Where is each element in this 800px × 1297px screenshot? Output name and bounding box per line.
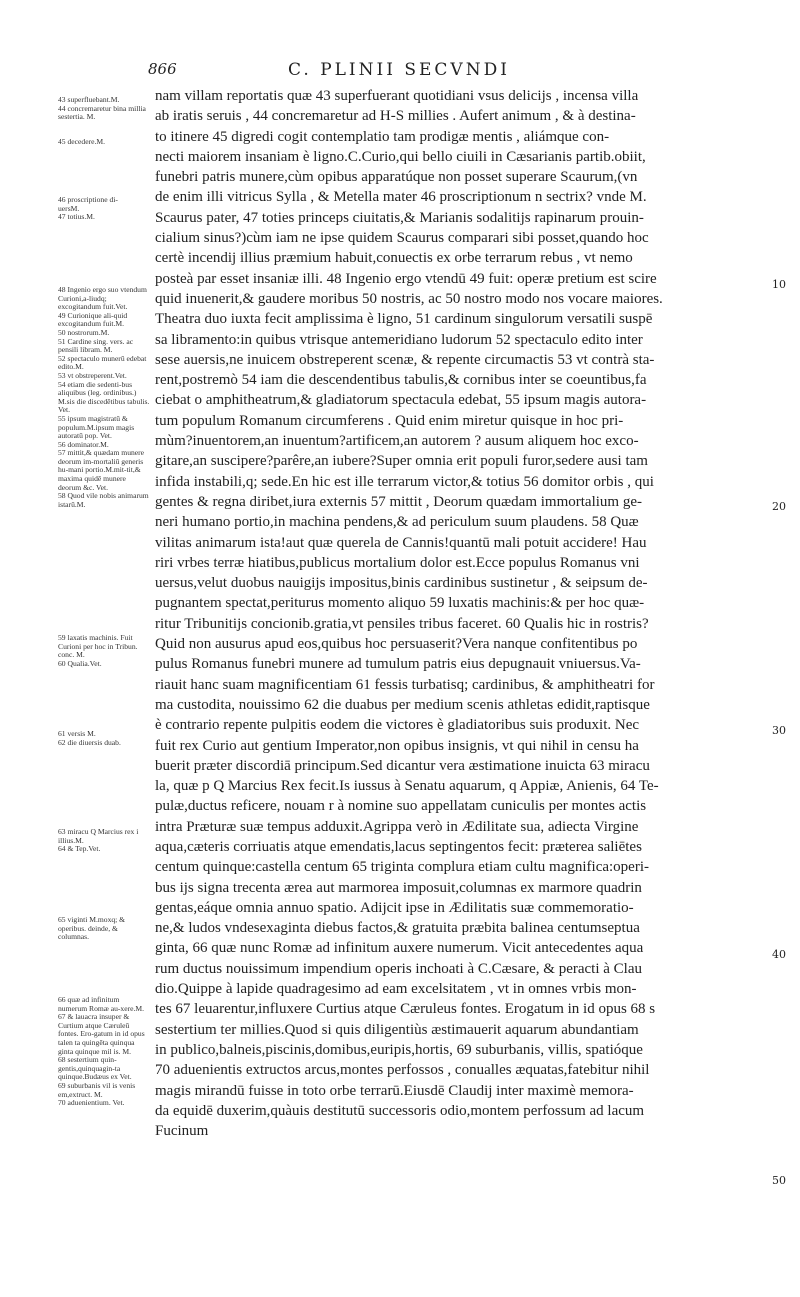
- text-line: to itinere 45 digredi cogit contemplatio tam prodigæ mentis , aliámque con-: [155, 128, 610, 145]
- text-line: gentas,eáque omnia annuo spatio. Adijcit ipse in Ædilitatis suæ commemoratio-: [155, 899, 634, 916]
- text-line: riauit hanc suam magnificentiam 61 fessis turbatisq; cardinibus, & amphitheatri for: [155, 676, 655, 693]
- text-line: mùm?inuentorem,an inuentum?artificem,an autorem ? ausum aliquem hoc exco-: [155, 433, 639, 450]
- text-line: da equidē duxerim,quàuis destitutū successoris odio,montem perfossum ad lacum: [155, 1102, 645, 1119]
- line-number: 50: [772, 1174, 786, 1187]
- text-line: fuit rex Curio aut gentium Imperator,non opibus insignis, vt qui nihil in censu ha: [155, 737, 639, 754]
- text-line: rent,postremò 54 iam die descendentibus tabulis,& cornibus inter se coeuntibus,fa: [155, 372, 647, 389]
- text-line: tum populum Romanum circumferens . Quid enim miretur quisque in hoc pri-: [155, 412, 624, 429]
- margin-note: 63 miracu Q Marcius rex i illius.M. 64 & Tep.Vet.: [58, 827, 139, 854]
- text-line: rum ductus nouissimum impendium operis inchoati à C.Cæsare, & peracti à Clau: [155, 960, 643, 977]
- text-line: vilitas animarum ista!aut quæ querela de Cannis!quantū mali potuit accidere! Hau: [155, 534, 647, 551]
- main-text: [155, 86, 767, 1162]
- margin-note: 66 quæ ad infinitum numerum Romæ au-xere.M. 67 & lauacra insuper & Curtium atque Cæruleū fontes. Ero-gatum in id opus talen ta quingēta quinqua ginta quinque mil is. M. 68 sestertium quin-gentis,quinquagin-ta quinque.Budæus ex Vet. 69 suburbanis vil is venis em,extruct. M. 70 aduenientium. Vet.: [58, 995, 145, 1108]
- line-numbers: [772, 0, 800, 1297]
- text-line: sa libramento:in quibus vtrisque antemeridiano ludorum 52 spectaculo edito inter: [155, 331, 643, 348]
- catchword: [155, 1141, 767, 1161]
- text-line: ciebat o amphitheatrum,& gladiatorum spectacula edebat, 55 ipsum magis autora-: [155, 392, 647, 409]
- margin-note: 59 laxatis machinis. Fuit Curioni per hoc in Tribun. conc. M. 60 Qualia.Vet.: [58, 633, 138, 668]
- text-line: pulus Romanus funebri munere ad tumulum patris eius depugnauit vniuersus.Va-: [155, 656, 641, 673]
- text-line: Quid non ausurus apud eos,quibus hoc persuaserit?Vera nanque confitentibus po: [155, 636, 638, 653]
- text-line: uersus,velut duobus nauigijs impositus,binis cardinibus sustinetur , & seipsum de-: [155, 575, 648, 592]
- text-line: Fucinum: [155, 1123, 209, 1140]
- text-line: gitare,an suscipere?parêre,an iubere?Super omnia erit populi furor,sedere ausi tam: [155, 453, 648, 470]
- text-line: de enim illi vitricus Sylla , & Metella mater 46 proscriptionum n sectrix? vnde M.: [155, 189, 647, 206]
- text-line: sese auersis,ne inuicem obstreperent scenæ, & repente circumactis 53 vt contrà sta-: [155, 351, 655, 368]
- text-line: quid inuenerit,& gaudere moribus 50 nostris, ac 50 nostro modo nos vocare maiores.: [155, 290, 663, 307]
- text-line: funebri patris munere,cùm opibus apparatúque non posset superare Scaurum,(vn: [155, 169, 638, 186]
- text-line: ab iratis seruis , 44 concremaretur ad H-S millies . Aufert animum , & à destina-: [155, 108, 636, 125]
- text-line: posteà par esset insaniæ illi. 48 Ingenio ergo vtendū 49 fuit: operæ pretium est scire: [155, 270, 657, 287]
- text-line: riri vrbes terræ hiatibus,publicus mortalium dolor est.Ecce populus Romanus vni: [155, 554, 640, 571]
- text-line: magis mirandū fuisse in toto orbe terrarū.Eiusdē Claudij inter maximè memora-: [155, 1082, 634, 1099]
- text-line: Scaurus pater, 47 toties princeps ciuitatis,& Marianis sodalitijs rapinarum prouin-: [155, 209, 644, 226]
- text-line: certè incendij illius præmium habuit,conuectis ex orbe terrarum rebus , vt nemo: [155, 250, 633, 267]
- text-line: ne,& ludos vndesexaginta diebus factos,& gratuita præbita balinea centumseptua: [155, 920, 640, 937]
- margin-note: 45 decedere.M.: [58, 137, 106, 146]
- margin-note: 43 superfluebant.M. 44 concremaretur bina millia sestertia. M.: [58, 95, 146, 122]
- text-line: la, quæ p Q Marcius Rex fecit.Is iussus à Senatu aquarum, q Appiæ, Anienis, 64 Te-: [155, 778, 659, 795]
- line-number: 20: [772, 500, 786, 513]
- text-line: ginta, 66 quæ nunc Romæ ad infinitum auxere numerum. Vicit antecedentes aqua: [155, 940, 644, 957]
- margin-note: 48 Ingenio ergo suo vtendum Curioni,a-liudq; excogitandum fuit.Vet. 49 Curionique ali-quid excogitandum fuit.M. 50 nostrorum.M. 51 Cardine sing. vers. ac pensili libram. M. 52 spectaculo munerū edebat edito.M. 53 vt obstreperent.Vet. 54 etiam die sedenti-bus aliquibus (leg. ordinibus.) M.sis die discedētibus tabulis. Vet. 55 ipsum magistratū & populum.M.ipsum magis autoratū pop. Vet. 56 dominator.M. 57 mittit,& quædam munere deorum im-mortaliū generis hu-mani portio.M.mit-tit,& maxima quidē munere deorum &c. Vet. 58 Quod vile nobis animarum istarū.M.: [58, 285, 150, 509]
- text-line: in publico,balneis,piscinis,domibus,euripis,hortis, 69 suburbanis, villis, spatióque: [155, 1041, 643, 1058]
- margin-note: 61 versis M. 62 die diuersis duab.: [58, 729, 121, 747]
- margin-note: 46 proscriptione di- uersM. 47 totius.M.: [58, 195, 118, 222]
- line-number: 30: [772, 724, 786, 737]
- text-line: Theatra duo iuxta fecit amplissima è ligno, 51 cardinum singulorum versatili suspē: [155, 311, 653, 328]
- text-line: bus ijs signa trecenta ærea aut marmorea imposuit,columnas ex marmore quadrin: [155, 879, 642, 896]
- text-line: cialium sinus?)cùm iam ne ipse quidem Scaurus comparari sibi posset,quando hoc: [155, 230, 649, 247]
- text-line: aqua,cæteris corriuatis atque emendatis,lacus septingentos fecit: præterea saliētes: [155, 838, 642, 855]
- text-line: pulæ,ductus reficere, nouam r à nomine suo appellatam cuniculis per montes actis: [155, 798, 647, 815]
- text-line: neri humano portio,in machina pendens,& ad periculum suum plaudens. 58 Quæ: [155, 514, 639, 531]
- text-line: tes 67 leuarentur,influxere Curtius atque Cæruleus fontes. Erogatum in id opus 68 s: [155, 1001, 656, 1018]
- margin-note: 65 viginti M.moxq; & operibus. deinde, & columnas.: [58, 915, 126, 942]
- text-line: intra Præturæ suæ tempus adduxit.Agrippa verò in Ædilitate sua, adiecta Virgine: [155, 818, 639, 835]
- text-line: infida instabili,q; sede.En hic est ille terrarum victor,& totius 56 domitor orbis , qui: [155, 473, 654, 490]
- page-number: 866: [148, 60, 177, 78]
- text-line: dio.Quippe à lapide quadragesimo ad eam excelsitatem , vt in omnes vrbis mon-: [155, 981, 637, 998]
- text-line: 70 aduenientis extructos arcus,montes perfossos , conualles æquatas,fatebitur nihil: [155, 1062, 650, 1079]
- line-number: 10: [772, 278, 786, 291]
- running-title: C. PLINII SECVNDI: [288, 60, 510, 80]
- text-line: ma custodita, nouissimo 62 die duabus per medium scenis athletas edidit,raptisque: [155, 696, 650, 713]
- text-line: nam villam reportatis quæ 43 superfuerant quotidiani vsus delicijs , incensa villa: [155, 88, 639, 104]
- text-line: buerit præter discordiā principum.Sed dicantur vera æstimatione inuicta 63 miracu: [155, 757, 650, 774]
- text-line: ritur Tribunitijs concionib.gratia,vt pensiles tribus faceret. 60 Qualis hic in rostris?: [155, 615, 649, 632]
- text-line: è contrario repente pulpitis eodem die victores è gladiatoribus suis produxit. Nec: [155, 717, 640, 734]
- text-line: centum quinque:castella centum 65 triginta complura etiam cultu magnifica:operi-: [155, 859, 649, 876]
- page-header: [0, 60, 800, 84]
- text-line: necti maiorem insaniam è ligno.C.Curio,qui bello ciuili in Cæsarianis partib.obiit,: [155, 148, 646, 165]
- text-line: sestertium ter millies.Quod si quis diligentiùs æstimauerit aquarum abundantiam: [155, 1021, 639, 1038]
- line-number: 40: [772, 948, 786, 961]
- text-line: pugnantem spectat,periturus momento aliquo 59 luxatis machinis:& per hoc quæ-: [155, 595, 645, 612]
- text-line: gentes & regna diribet,iura externis 57 mittit , Deorum quædam immortalium ge-: [155, 493, 642, 510]
